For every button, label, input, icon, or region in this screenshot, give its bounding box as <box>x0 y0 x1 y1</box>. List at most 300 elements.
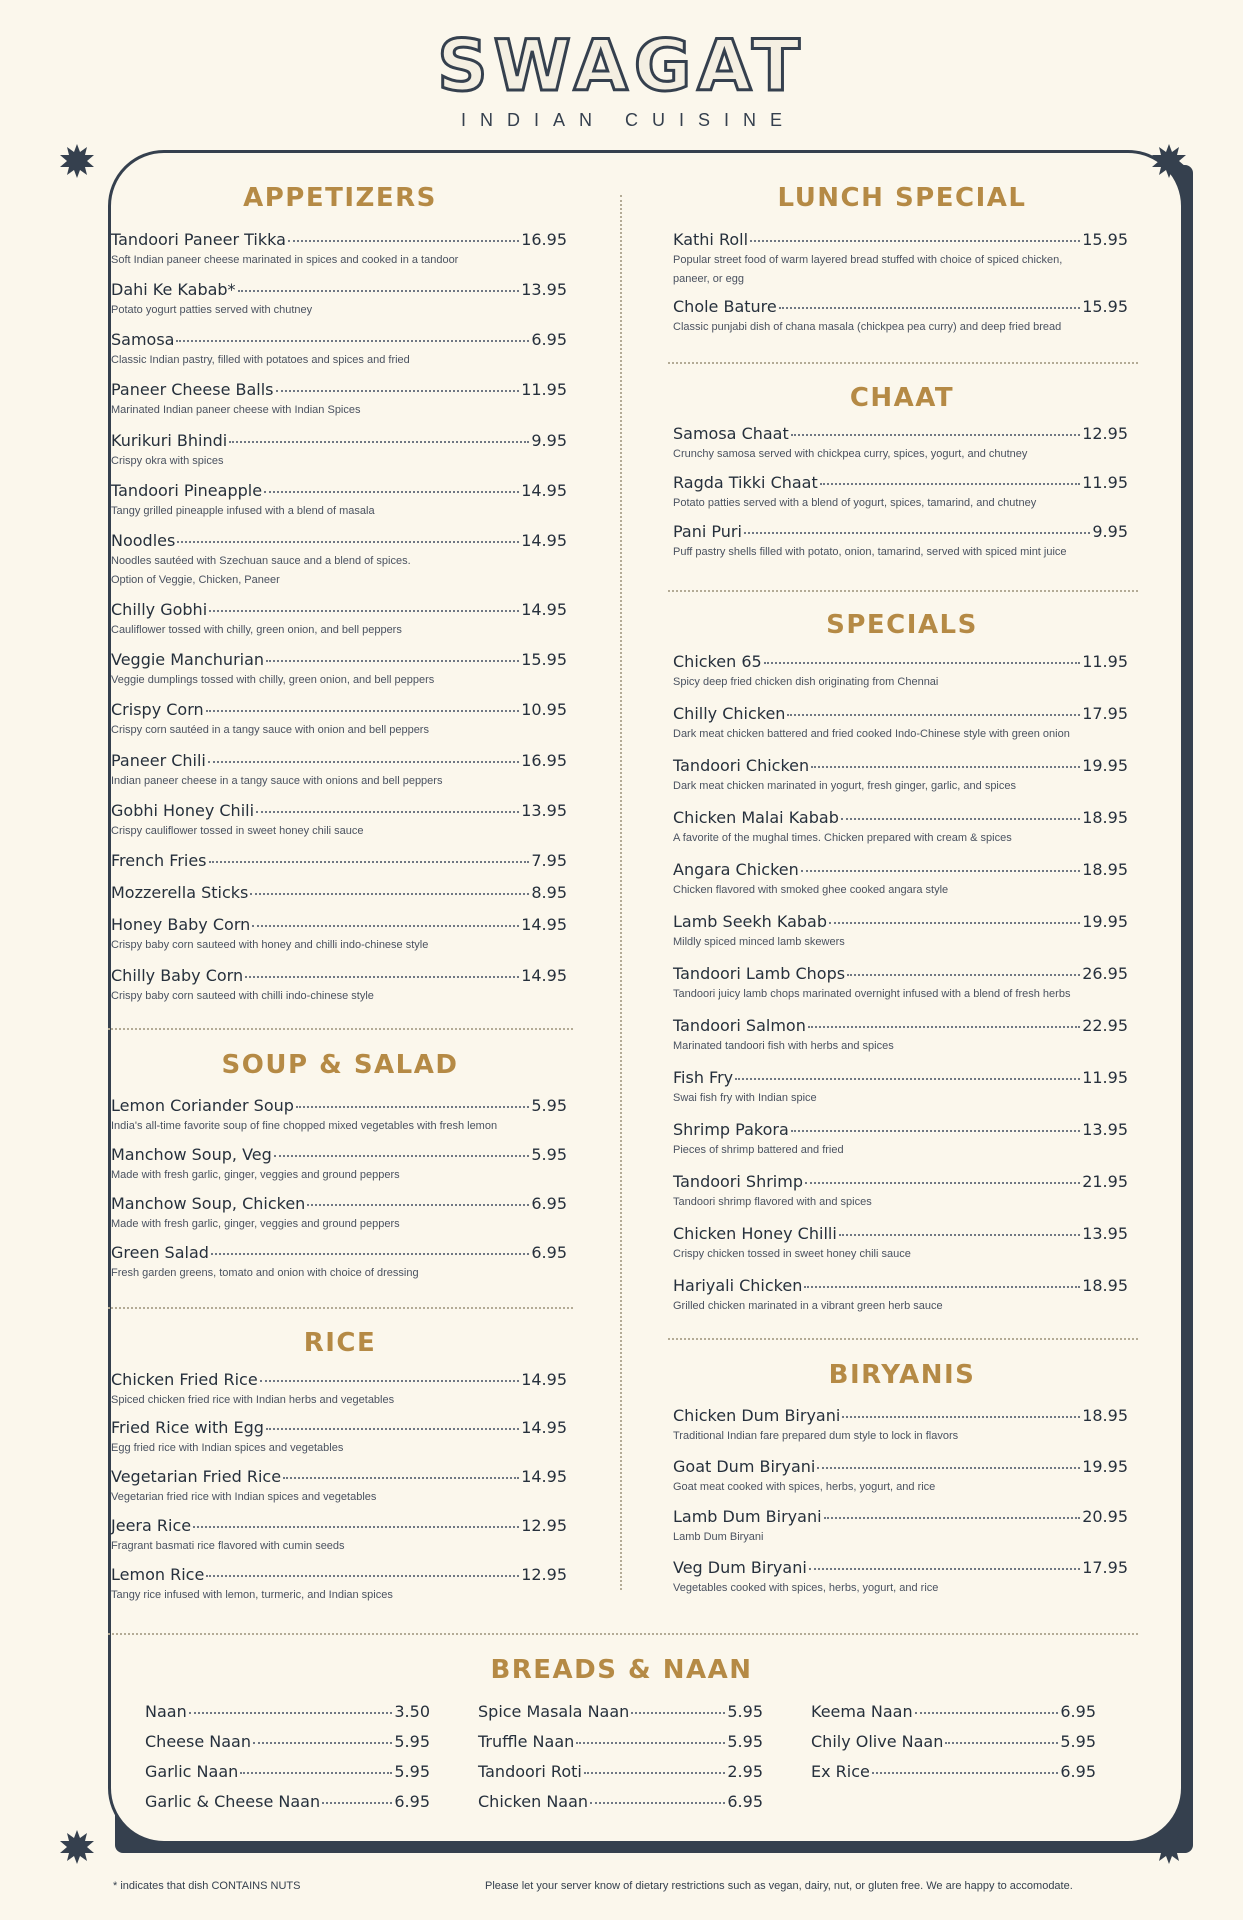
menu-item <box>111 650 567 688</box>
item-price: 14.95 <box>521 1467 567 1486</box>
item-description: Swai fish fry with Indian spice <box>673 1092 817 1104</box>
item-price: 6.95 <box>531 330 567 349</box>
menu-item <box>111 1145 567 1183</box>
menu-item-row <box>111 1565 567 1584</box>
menu-item-row <box>811 1702 1096 1721</box>
restaurant-name: SWAGAT <box>437 25 806 107</box>
item-description: Potato yogurt patties served with chutney <box>111 304 313 316</box>
menu-item <box>111 230 567 268</box>
menu-item-row <box>673 1224 1128 1243</box>
menu-item-row <box>673 704 1128 723</box>
dot-leader <box>808 1026 1080 1028</box>
item-name: Garlic Naan <box>145 1762 239 1781</box>
item-price: 18.95 <box>1082 808 1128 827</box>
menu-item <box>111 531 567 588</box>
item-description: Pieces of shrimp battered and fried <box>673 1144 844 1156</box>
item-price: 5.95 <box>394 1762 430 1781</box>
menu-item-row <box>673 297 1128 316</box>
menu-item-row <box>111 966 567 985</box>
menu-item <box>673 704 1128 742</box>
menu-item <box>111 380 567 418</box>
dot-leader <box>824 1517 1081 1519</box>
menu-item-row <box>673 1068 1128 1087</box>
item-description: Tangy rice infused with lemon, turmeric, and Indian spices <box>111 1589 393 1601</box>
menu-item <box>111 1194 567 1232</box>
item-price: 14.95 <box>521 915 567 934</box>
menu-item <box>111 1096 567 1134</box>
item-name: Chilly Chicken <box>673 704 786 723</box>
dot-leader <box>791 434 1080 436</box>
item-description: Goat meat cooked with spices, herbs, yogurt, and rice <box>673 1481 936 1493</box>
menu-item <box>673 1120 1128 1158</box>
menu-item-row <box>111 1194 567 1213</box>
item-name: Chicken Honey Chilli <box>673 1224 837 1243</box>
bread-item <box>811 1762 1096 1781</box>
dot-leader <box>576 1742 725 1744</box>
dot-leader <box>296 1106 529 1108</box>
item-description: Veggie dumplings tossed with chilly, green onion, and bell peppers <box>111 674 435 686</box>
bread-item <box>478 1762 763 1781</box>
menu-item <box>111 1516 567 1554</box>
item-description: Popular street food of warm layered bread stuffed with choice of spiced chicken, <box>673 254 1063 266</box>
menu-item <box>673 860 1128 898</box>
item-name: Paneer Chili <box>111 751 206 770</box>
item-price: 21.95 <box>1082 1172 1128 1191</box>
section-divider <box>668 1338 1138 1340</box>
item-description: A favorite of the mughal times. Chicken prepared with cream & spices <box>673 832 1012 844</box>
item-description: Noodles sautéed with Szechuan sauce and a blend of spices. <box>111 555 411 567</box>
item-description: Lamb Dum Biryani <box>673 1531 764 1543</box>
section-divider <box>108 1028 573 1030</box>
dot-leader <box>229 441 529 443</box>
menu-item-row <box>111 883 567 902</box>
item-name: Garlic & Cheese Naan <box>145 1792 321 1811</box>
item-price: 14.95 <box>521 966 567 985</box>
menu-item <box>673 522 1128 560</box>
item-description: Chicken flavored with smoked ghee cooked angara style <box>673 884 949 896</box>
item-price: 11.95 <box>1082 1068 1128 1087</box>
item-name: Hariyali Chicken <box>673 1276 803 1295</box>
item-name: Lemon Rice <box>111 1565 205 1584</box>
dot-leader <box>841 818 1080 820</box>
menu-item <box>111 751 567 789</box>
dot-leader <box>266 1428 519 1430</box>
item-name: Dahi Ke Kabab* <box>111 280 236 299</box>
item-price: 19.95 <box>1082 912 1128 931</box>
item-price: 5.95 <box>1060 1732 1096 1751</box>
item-name: Chicken Fried Rice <box>111 1370 258 1389</box>
item-price: 5.95 <box>531 1145 567 1164</box>
item-description: Classic punjabi dish of chana masala (chickpea pea curry) and deep fried bread <box>673 321 1062 333</box>
item-description: Crispy baby corn sauteed with honey and chilli indo-chinese style <box>111 939 429 951</box>
menu-item-row <box>673 424 1128 443</box>
item-name: Lemon Coriander Soup <box>111 1096 294 1115</box>
item-name: Tandoori Pineapple <box>111 481 263 500</box>
menu-item <box>673 1224 1128 1262</box>
dot-leader <box>264 491 519 493</box>
item-price: 6.95 <box>727 1792 763 1811</box>
menu-item-row <box>145 1732 430 1751</box>
item-description: Fresh garden greens, tomato and onion with choice of dressing <box>111 1267 419 1279</box>
item-name: Lamb Dum Biryani <box>673 1507 822 1526</box>
menu-item <box>673 1172 1128 1210</box>
item-price: 6.95 <box>394 1792 430 1811</box>
dot-leader <box>238 290 520 292</box>
item-name: Lamb Seekh Kabab <box>673 912 828 931</box>
item-price: 5.95 <box>531 1096 567 1115</box>
item-price: 14.95 <box>521 1418 567 1437</box>
menu-item <box>111 431 567 469</box>
item-price: 11.95 <box>1082 473 1128 492</box>
menu-item <box>673 1406 1128 1444</box>
section-title-chaat: CHAAT <box>849 383 955 413</box>
item-price: 6.95 <box>1060 1702 1096 1721</box>
item-price: 3.50 <box>394 1702 430 1721</box>
item-price: 19.95 <box>1082 756 1128 775</box>
item-name: Chily Olive Naan <box>811 1732 944 1751</box>
item-name: Honey Baby Corn <box>111 915 251 934</box>
item-description: Crispy chicken tossed in sweet honey chili sauce <box>673 1248 911 1260</box>
item-description: India's all-time favorite soup of fine chopped mixed vegetables with fresh lemon <box>111 1120 498 1132</box>
item-price: 9.95 <box>531 431 567 450</box>
item-price: 16.95 <box>521 751 567 770</box>
menu-item-row <box>111 1243 567 1262</box>
menu-item <box>673 230 1128 287</box>
item-price: 11.95 <box>1082 652 1128 671</box>
dot-leader <box>266 660 519 662</box>
dot-leader <box>193 1526 519 1528</box>
item-price: 6.95 <box>531 1243 567 1262</box>
menu-item <box>673 1016 1128 1054</box>
item-name: Tandoori Salmon <box>673 1016 806 1035</box>
item-price: 5.95 <box>727 1702 763 1721</box>
menu-item-row <box>111 481 567 500</box>
item-name: Chicken Naan <box>478 1792 589 1811</box>
menu-item-row <box>111 1145 567 1164</box>
menu-item-row <box>145 1792 430 1811</box>
star-ornament-icon <box>60 1830 94 1864</box>
item-name: French Fries <box>111 851 207 870</box>
item-price: 15.95 <box>521 650 567 669</box>
dot-leader <box>288 240 519 242</box>
dot-leader <box>240 1772 392 1774</box>
item-description: Tandoori juicy lamb chops marinated overnight infused with a blend of fresh herbs <box>673 988 1071 1000</box>
item-description: Crispy okra with spices <box>111 455 224 467</box>
dot-leader <box>744 532 1090 534</box>
item-name: Paneer Cheese Balls <box>111 380 274 399</box>
item-name: Spice Masala Naan <box>478 1702 630 1721</box>
menu-item <box>111 1418 567 1456</box>
dot-leader <box>735 1078 1080 1080</box>
item-description: Marinated tandoori fish with herbs and spices <box>673 1040 894 1052</box>
menu-item <box>111 1467 567 1505</box>
bread-item <box>478 1702 763 1721</box>
bread-item <box>478 1792 763 1811</box>
section-title-lunch-special: LUNCH SPECIAL <box>777 183 1027 213</box>
star-ornament-icon <box>1152 144 1186 178</box>
dot-leader <box>805 1182 1080 1184</box>
item-description: paneer, or egg <box>673 273 744 285</box>
dot-leader <box>872 1772 1059 1774</box>
dot-leader <box>206 1575 519 1577</box>
nuts-note: * indicates that dish CONTAINS NUTS <box>113 1880 301 1892</box>
menu-item <box>673 424 1128 462</box>
dot-leader <box>809 1568 1080 1570</box>
menu-item-row <box>111 600 567 619</box>
menu-item <box>111 801 567 839</box>
item-price: 14.95 <box>521 481 567 500</box>
item-price: 11.95 <box>521 380 567 399</box>
item-name: Chole Bature <box>673 297 777 316</box>
section-divider <box>668 590 1138 592</box>
dot-leader <box>945 1742 1058 1744</box>
dot-leader <box>276 390 520 392</box>
menu-item-row <box>673 1120 1128 1139</box>
item-description: Potato patties served with a blend of yogurt, spices, tamarind, and chutney <box>673 497 1037 509</box>
item-name: Ragda Tikki Chaat <box>673 473 818 492</box>
item-price: 6.95 <box>531 1194 567 1213</box>
dot-leader <box>253 1742 392 1744</box>
item-name: Tandoori Roti <box>478 1762 582 1781</box>
item-description: Spiced chicken fried rice with Indian herbs and vegetables <box>111 1394 395 1406</box>
item-name: Goat Dum Biryani <box>673 1457 816 1476</box>
menu-item-row <box>811 1732 1096 1751</box>
item-price: 18.95 <box>1082 860 1128 879</box>
item-name: Manchow Soup, Chicken <box>111 1194 306 1213</box>
bread-item <box>145 1732 430 1751</box>
dot-leader <box>839 1234 1080 1236</box>
menu-item-row <box>111 230 567 249</box>
menu-item-row <box>673 1507 1128 1526</box>
item-name: Kurikuri Bhindi <box>111 431 228 450</box>
dot-leader <box>779 307 1080 309</box>
menu-item <box>673 1457 1128 1495</box>
item-description: Marinated Indian paneer cheese with Indian Spices <box>111 404 361 416</box>
item-name: Ex Rice <box>811 1762 870 1781</box>
menu-item-row <box>111 1370 567 1389</box>
menu-item <box>111 851 567 870</box>
item-price: 22.95 <box>1082 1016 1128 1035</box>
menu-item <box>673 297 1128 335</box>
item-description: Indian paneer cheese in a tangy sauce with onions and bell peppers <box>111 775 443 787</box>
menu-item-row <box>673 1406 1128 1425</box>
item-name: Tandoori Lamb Chops <box>673 964 846 983</box>
item-description: Crispy cauliflower tossed in sweet honey chili sauce <box>111 825 364 837</box>
item-price: 20.95 <box>1082 1507 1128 1526</box>
dot-leader <box>250 893 529 895</box>
dot-leader <box>750 240 1080 242</box>
item-name: Fish Fry <box>673 1068 734 1087</box>
section-title-appetizers: APPETIZERS <box>243 183 437 213</box>
item-description: Egg fried rice with Indian spices and vegetables <box>111 1442 344 1454</box>
dot-leader <box>252 925 519 927</box>
menu-item <box>673 1558 1128 1596</box>
section-title-breads-naan: BREADS & NAAN <box>490 1655 753 1685</box>
menu-item <box>111 915 567 953</box>
item-name: Kathi Roll <box>673 230 749 249</box>
menu-item-row <box>673 1276 1128 1295</box>
menu-item-row <box>811 1762 1096 1781</box>
item-description: Vegetarian fried rice with Indian spices and vegetables <box>111 1491 377 1503</box>
brand-header <box>0 26 1243 131</box>
dot-leader <box>256 811 519 813</box>
dot-leader <box>211 1253 529 1255</box>
item-name: Chilly Baby Corn <box>111 966 244 985</box>
section-title-biryanis: BIRYANIS <box>828 1360 976 1390</box>
item-description: Mildly spiced minced lamb skewers <box>673 936 845 948</box>
menu-item <box>111 600 567 638</box>
menu-item-row <box>673 522 1128 541</box>
item-price: 6.95 <box>1060 1762 1096 1781</box>
item-name: Samosa <box>111 330 175 349</box>
dot-leader <box>209 861 530 863</box>
section-divider <box>108 1307 573 1309</box>
section-title-specials: SPECIALS <box>826 610 978 640</box>
dot-leader <box>820 483 1080 485</box>
dot-leader <box>631 1712 725 1714</box>
item-price: 5.95 <box>727 1732 763 1751</box>
item-price: 16.95 <box>521 230 567 249</box>
bread-item <box>811 1702 1096 1721</box>
item-price: 12.95 <box>1082 424 1128 443</box>
menu-item-row <box>111 801 567 820</box>
menu-item-row <box>673 964 1128 983</box>
dot-leader <box>847 974 1080 976</box>
menu-item-row <box>111 1096 567 1115</box>
item-description: Dark meat chicken marinated in yogurt, fresh ginger, garlic, and spices <box>673 780 1016 792</box>
dot-leader <box>260 1380 520 1382</box>
menu-item <box>111 966 567 1004</box>
item-name: Chicken 65 <box>673 652 762 671</box>
menu-item-row <box>111 1516 567 1535</box>
item-description: Puff pastry shells filled with potato, onion, tamarind, served with spiced mint juice <box>673 546 1067 558</box>
item-name: Chicken Malai Kabab <box>673 808 839 827</box>
menu-item-row <box>478 1762 763 1781</box>
menu-item <box>111 1565 567 1603</box>
item-name: Green Salad <box>111 1243 209 1262</box>
item-description: Grilled chicken marinated in a vibrant green herb sauce <box>673 1300 943 1312</box>
dot-leader <box>915 1712 1059 1714</box>
menu-item <box>673 473 1128 511</box>
item-name: Tandoori Chicken <box>673 756 810 775</box>
item-name: Chicken Dum Biryani <box>673 1406 841 1425</box>
bread-item <box>145 1762 430 1781</box>
item-description: Crispy corn sautéed in a tangy sauce with onion and bell peppers <box>111 724 429 736</box>
menu-item-row <box>673 1457 1128 1476</box>
item-description: Dark meat chicken battered and fried cooked Indo-Chinese style with green onion <box>673 728 1070 740</box>
dot-leader <box>842 1416 1080 1418</box>
item-price: 13.95 <box>521 280 567 299</box>
item-description: Tangy grilled pineapple infused with a blend of masala <box>111 505 375 517</box>
item-description: Vegetables cooked with spices, herbs, yogurt, and rice <box>673 1582 939 1594</box>
item-price: 13.95 <box>1082 1120 1128 1139</box>
menu-item <box>673 964 1128 1002</box>
item-price: 26.95 <box>1082 964 1128 983</box>
dot-leader <box>176 340 529 342</box>
item-name: Pani Puri <box>673 522 742 541</box>
menu-item <box>673 808 1128 846</box>
section-title-soup-salad: SOUP & SALAD <box>221 1050 459 1080</box>
bread-item <box>145 1702 430 1721</box>
menu-item-row <box>145 1702 430 1721</box>
menu-item-row <box>478 1792 763 1811</box>
item-description: Tandoori shrimp flavored with and spices <box>673 1196 872 1208</box>
menu-item <box>111 280 567 318</box>
item-description: Crispy baby corn sauteed with chilli indo-chinese style <box>111 990 374 1002</box>
menu-item-row <box>673 1558 1128 1577</box>
dot-leader <box>189 1712 393 1714</box>
menu-item-row <box>673 912 1128 931</box>
bread-item <box>145 1792 430 1811</box>
dot-leader <box>811 766 1080 768</box>
item-price: 14.95 <box>521 600 567 619</box>
item-description: Soft Indian paneer cheese marinated in spices and cooked in a tandoor <box>111 254 459 266</box>
menu-item <box>673 652 1128 690</box>
menu-item-row <box>111 380 567 399</box>
dot-leader <box>584 1772 726 1774</box>
menu-item-row <box>673 652 1128 671</box>
item-price: 7.95 <box>531 851 567 870</box>
item-price: 5.95 <box>394 1732 430 1751</box>
menu-item-row <box>111 1418 567 1437</box>
section-divider <box>108 1633 1138 1635</box>
item-price: 10.95 <box>521 700 567 719</box>
menu-item-row <box>478 1702 763 1721</box>
item-name: Noodles <box>111 531 176 550</box>
menu-item <box>111 1370 567 1408</box>
restaurant-tagline: INDIAN CUISINE <box>460 110 797 130</box>
menu-item-row <box>111 915 567 934</box>
item-price: 2.95 <box>727 1762 763 1781</box>
menu-item <box>673 1276 1128 1314</box>
item-name: Crispy Corn <box>111 700 204 719</box>
item-name: Chilly Gobhi <box>111 600 208 619</box>
column-divider <box>620 195 622 1590</box>
dot-leader <box>804 1286 1080 1288</box>
menu-item-row <box>673 230 1128 249</box>
menu-item-row <box>111 330 567 349</box>
item-name: Naan <box>145 1702 187 1721</box>
item-description: Spicy deep fried chicken dish originating from Chennai <box>673 676 939 688</box>
menu-item-row <box>111 700 567 719</box>
item-name: Tandoori Shrimp <box>673 1172 803 1191</box>
section-title-rice: RICE <box>303 1328 377 1358</box>
item-name: Mozzerella Sticks <box>111 883 249 902</box>
menu-item <box>673 912 1128 950</box>
dot-leader <box>274 1155 530 1157</box>
item-description: Crunchy samosa served with chickpea curry, spices, yogurt, and chutney <box>673 448 1028 460</box>
item-description: Classic Indian pastry, filled with potatoes and spices and fried <box>111 354 410 366</box>
item-price: 17.95 <box>1082 1558 1128 1577</box>
dot-leader <box>787 714 1080 716</box>
menu-item <box>111 883 567 902</box>
item-description: Cauliflower tossed with chilly, green onion, and bell peppers <box>111 624 402 636</box>
menu-item-row <box>673 756 1128 775</box>
item-name: Angara Chicken <box>673 860 799 879</box>
item-name: Keema Naan <box>811 1702 913 1721</box>
item-description: Traditional Indian fare prepared dum style to lock in flavors <box>673 1430 959 1442</box>
item-price: 15.95 <box>1082 230 1128 249</box>
item-price: 13.95 <box>1082 1224 1128 1243</box>
dot-leader <box>817 1467 1080 1469</box>
menu-item <box>673 756 1128 794</box>
item-price: 18.95 <box>1082 1276 1128 1295</box>
item-price: 8.95 <box>531 883 567 902</box>
item-name: Gobhi Honey Chili <box>111 801 255 820</box>
item-description: Option of Veggie, Chicken, Paneer <box>111 574 280 586</box>
section-divider <box>668 362 1138 364</box>
star-ornament-icon <box>60 144 94 178</box>
